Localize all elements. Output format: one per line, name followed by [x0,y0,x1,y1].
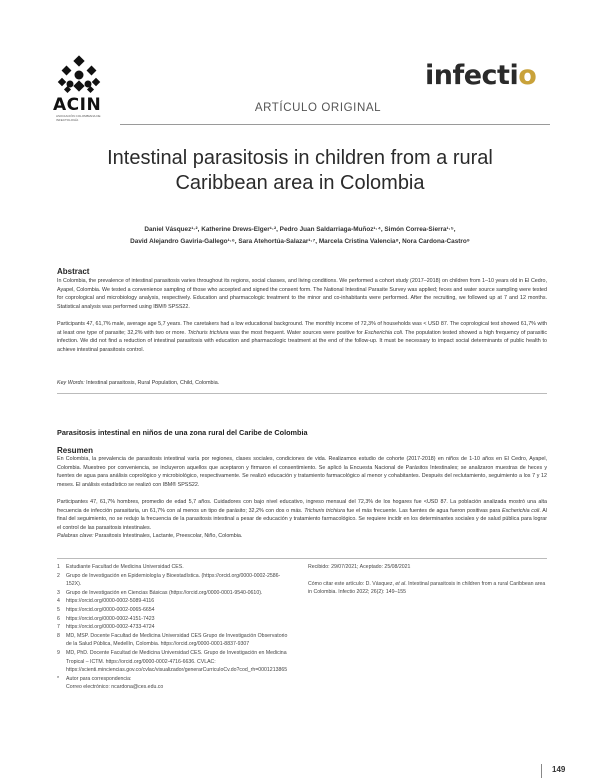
acin-logo-text: ACIN [53,95,102,115]
species-name: Trichuris trichiura [187,329,229,336]
journal-logo-suffix: o [518,60,537,91]
footnote: 5 https://orcid.org/0000-0002-0065-6654 [57,606,155,613]
acin-logo-subtitle: ASOCIACIÓN COLOMBIANA DE INFECTOLOGÍA [56,114,101,122]
footnote: 4 https://orcid.org/0000-0002-5089-4116 [57,598,155,605]
abstract-divider [57,393,547,394]
author-list [70,224,530,247]
footnote: 9 MD, PhD. Docente Facultad de Medicina Universidad CES. Grupo de Investigación en Medicina Tropical – ICTM. https://orcid.org/0000-0002-4716-6636. CVLAC: https://scienti.minciencias.gov.co/cvlac/visualizador/generarCurriculoCv.do?cod_rh=0001213865 [57,649,288,674]
resumen-paragraph-1: En Colombia, la prevalencia de parasitosis intestinal varía por regiones, clases sociales, condiciones de vida. Realizamos estudio de cohorte (2017-2018) en niños de 1-10 años en El Cedro, Ayapel, Colombia. Muestreo por conveniencia, se incluyeron aquellos que aceptaron y firmaron el consentimiento. Se aplicó la Encuesta Nacional de Parásitos Intestinales; se analizaron muestras de heces y fuentes de agua para análisis coprológico y microbiológico, respectivamente. Se realizó educación y tratamiento farmacológico al menor y cohabitantes. Después del reclutamiento, seguimiento a los 7 y 12 meses. El análisis estadístico se realizó con IBM® SPSS22. [57,456,547,488]
authors-line-1: Daniel Vásquez¹·², Katherine Drews-Elger¹·², Pedro Juan Saldarriaga-Muñoz¹·⁴, Simón Correa-Sierra¹·⁵, [144,226,456,233]
footnotes [57,563,291,692]
header-divider [120,124,550,125]
abstract-paragraph-1: In Colombia, the prevalence of intestinal parasitosis varies throughout its regions, social classes, and living conditions. We performed a cohort study (2017–2018) on children from 1–10 years old in El Cedro, Ayapel, Colombia. We tested a convenience sampling of those who accepted and signed the consent form. The National Intestinal Parasite Survey was applied; feces and water source sampling were tested for coprological and microbiology analysis, respectively. Education and pharmacologic treatment to the minor and co-inhabitants were performed. After the recruiting, we followed up at 7 and 12 months. Statistical analysis was performed using IBM® SPSS22. [57,278,547,310]
abstract-heading: Abstract [57,267,90,276]
footnote: 7 https://orcid.org/0000-0002-4733-4724 [57,624,155,631]
article-title [60,146,540,196]
resumen-paragraph-2: Participantes 47, 61,7% hombres, promedio de edad 5,7 años. Cuidadores con bajo nivel educativo, ingreso mensual del 72,3% de los hogares fue <USD 87. La población analizada mostró una alta frecuencia de infección parasitaria, un 61,7% con al menos un tipo de parásito; 32,2% con dos o más. Trichuris trichiura fue el más frecuente. Las fuentes de agua fueron positivas para Escherichia coli. Al final del seguimiento, no se redujo la frecuencia de la parasitosis intestinal a pesar de educación y tratamiento farmacológico. Se requiere incidir en los determinantes sociales y de salud pública para lograr el control de las parasitosis intestinales. [57,499,547,531]
received-accepted: Recibido: 29/07/2021; Aceptado: 25/08/2021 [308,564,411,570]
species-name: Trichuris trichiura [304,507,346,514]
footnote-divider [57,558,547,559]
journal-logo-prefix: infecti [425,60,519,91]
species-name: Escherichia coli [501,507,540,514]
title-line-2: Caribbean area in Colombia [175,172,425,194]
species-name: Escherichia coli [364,329,402,336]
footnote: * Autor para correspondencia: [57,675,132,682]
footnote: 8 MD, MSP. Docente Facultad de Medicina Universidad CES Grupo de Investigación Observatorio de la Salud Pública, Medellín, Colombia. https://orcid.org/0000-0001-8837-9307 [57,632,288,648]
keywords-label: Palabras clave: [57,533,94,539]
abstract-paragraph-2: Participants 47, 61,7% male, average age 5,7 years. The caretakers had a low educational background. The monthly income of 72,3% of households was < USD 87. The coprological test showed 61,7% with at least one type of parasite; 32,2% with two or more. Trichuris trichiura was the most frequent. Water sources were positive for Escherichia coli. The population tested showed a high frequency of parasitic infection. We did not find a reduction of intestinal parasitosis with education and pharmacologic treatment at the end of the follow-up. It must be necessary to impact social determinants of public health to achieve intestinal parasitosis control. [57,321,547,353]
footnote: Correo electrónico: ncardona@ces.edu.co [66,684,164,691]
keywords-label: Key Words: [57,380,85,386]
abstract-keywords [57,379,547,387]
citation-label: Cómo citar este artículo: [308,580,365,587]
journal-logo [425,60,536,91]
section-label: ARTÍCULO ORIGINAL [254,102,382,114]
footnote: 6 https://orcid.org/0000-0002-4151-7423 [57,615,155,622]
page-number: 149 [552,765,566,774]
footnote: 3 Grupo de Investigación en Ciencias Básicas (https://orcid.org/0000-0001-9540-0610). [57,589,263,596]
article-dates-citation [308,563,548,597]
resumen-heading: Resumen [57,446,94,455]
page-number-bar [541,764,542,778]
resumen-keywords [57,532,547,540]
keywords-value: Parasitosis Intestinales, Lactante, Preescolar, Niño, Colombia. [93,533,243,539]
citation: Cómo citar este artículo: D. Vásquez, et al. Intestinal parasitosis in children from a rural Caribbean area in Colombia. Infectio 2022; 26(2): 149–155 [308,580,546,596]
authors-line-2: David Alejandro Gaviria-Gallego¹·⁶, Sara Atehortúa-Salazar¹·⁷, Marcela Cristina Valencia⁸, Nora Cardona-Castro⁹ [130,237,470,245]
keywords-value: Intestinal parasitosis, Rural Population, Child, Colombia. [84,380,220,386]
footnote: 2 Grupo de Investigación en Epidemiología y Bioestadística. (https://orcid.org/0000-0002-2586-152X). [57,572,281,588]
footnote: 1 Estudiante Facultad de Medicina Universidad CES. [57,564,184,570]
title-line-1: Intestinal parasitosis in children from a rural [107,147,493,169]
spanish-title: Parasitosis intestinal en niños de una zona rural del Caribe de Colombia [57,428,308,437]
